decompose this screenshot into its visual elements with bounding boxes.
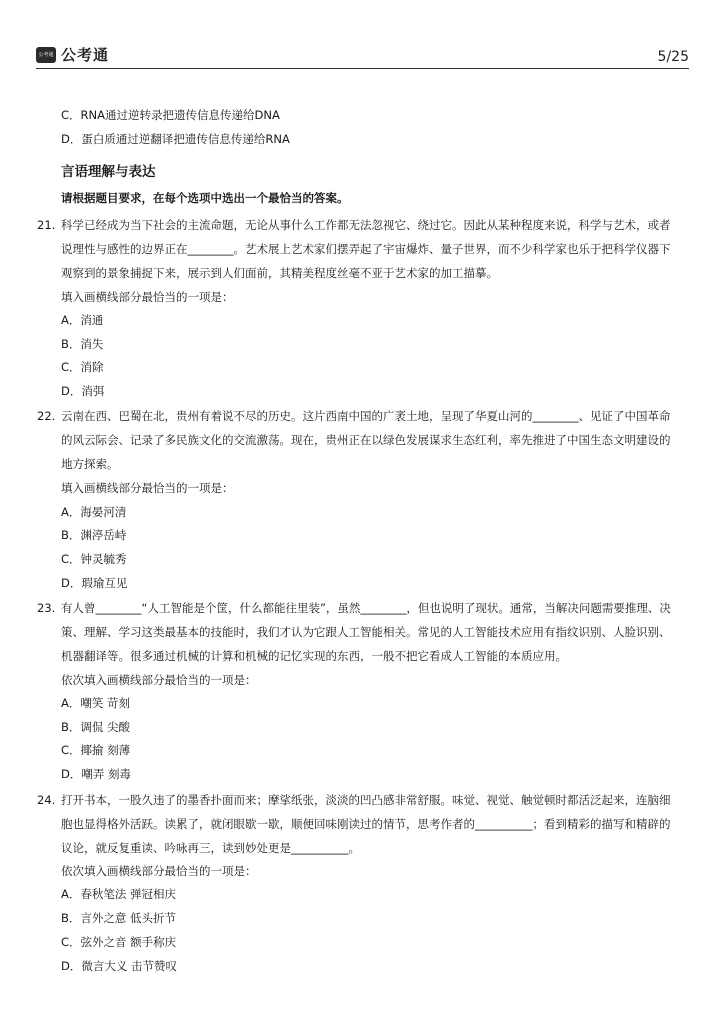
option-c: C．RNA通过逆转录把遗传信息传递给DNA xyxy=(61,108,280,122)
option-b: B．言外之意 低头折节 xyxy=(61,911,177,925)
section-title: 言语理解与表达 xyxy=(61,164,156,180)
option-c: C．揶揄 刻薄 xyxy=(61,743,131,757)
question-number: 21. xyxy=(37,218,56,232)
option-b: B．消失 xyxy=(61,337,104,351)
question-text: 策、理解、学习这类最基本的技能时，我们才认为它跟人工智能相关。常见的人工智能技术应用有指纹识别、人脸识别、 xyxy=(61,625,671,639)
question-number: 23. xyxy=(37,601,56,615)
option-a: A．消通 xyxy=(61,313,104,327)
option-c: C．弦外之音 额手称庆 xyxy=(61,935,177,949)
option-d: D．蛋白质通过逆翻译把遗传信息传递给RNA xyxy=(61,132,290,146)
header-divider xyxy=(36,68,689,69)
option-a: A．嘲笑 苛刻 xyxy=(61,696,131,710)
option-d: D．瑕瑜互见 xyxy=(61,576,128,590)
question-number: 22. xyxy=(37,409,56,423)
option-d: D．微言大义 击节赞叹 xyxy=(61,959,178,973)
question-text: 科学已经成为当下社会的主流命题，无论从事什么工作都无法忽视它、绕过它。因此从某种程度来说，科学与艺术，或者 xyxy=(61,218,671,232)
question-text: 机器翻译等。很多通过机械的计算和机械的记忆实现的东西，一般不把它看成人工智能的本质应用。 xyxy=(61,649,567,663)
option-d: D．消弭 xyxy=(61,384,105,398)
question-text: 观察到的景象捕捉下来，展示到人们面前，其精美程度丝毫不亚于艺术家的加工描摹。 xyxy=(61,266,498,280)
question-text: 云南在西、巴蜀在北，贵州有着说不尽的历史。这片西南中国的广袤土地，呈现了华夏山河的________、见证了中国革命 xyxy=(61,409,671,423)
logo-mark-icon: 公考通 xyxy=(36,47,56,63)
question-text: 地方探索。 xyxy=(61,457,119,471)
brand-name: 公考通 xyxy=(61,46,110,64)
option-b: B．调侃 尖酸 xyxy=(61,720,131,734)
question-text: 有人曾________“人工智能是个筐，什么都能往里装”，虽然________，但也说明了现状。通常，当解决问题需要推理、决 xyxy=(61,601,671,615)
option-c: C．消除 xyxy=(61,360,104,374)
option-d: D．嘲弄 刻毒 xyxy=(61,767,132,781)
question-number: 24. xyxy=(37,793,56,807)
question-text: 胞也显得格外活跃。读累了，就闭眼歇一歇，顺便回味刚读过的情节，思考作者的__________；看到精彩的描写和精辟的 xyxy=(61,817,671,831)
question-text: 打开书本，一股久违了的墨香扑面而来；摩挲纸张，淡淡的凹凸感非常舒服。味觉、视觉、触觉顿时都活泛起来，连脑细 xyxy=(61,793,671,807)
option-c: C．钟灵毓秀 xyxy=(61,552,127,566)
option-b: B．渊渟岳峙 xyxy=(61,528,127,542)
question-text: 的风云际会、记录了多民族文化的交流激荡。现在，贵州正在以绿色发展谋求生态红利，率先推进了中国生态文明建设的 xyxy=(61,433,671,447)
option-a: A．春秋笔法 弹冠相庆 xyxy=(61,887,177,901)
question-prompt: 填入画横线部分最恰当的一项是： xyxy=(61,481,234,495)
page-number: 5/25 xyxy=(657,49,689,65)
question-prompt: 填入画横线部分最恰当的一项是： xyxy=(61,290,234,304)
question-text: 议论，就反复重读、吟咏再三，读到妙处更是__________。 xyxy=(61,841,360,855)
question-prompt: 依次填入画横线部分最恰当的一项是： xyxy=(61,673,257,687)
brand-logo xyxy=(36,44,109,65)
question-text: 说理性与感性的边界正在________。艺术展上艺术家们摆弄起了宇宙爆炸、量子世界，而不少科学家也乐于把科学仪器下 xyxy=(61,242,671,256)
option-a: A．海晏河清 xyxy=(61,505,127,519)
section-instruction: 请根据题目要求，在每个选项中选出一个最恰当的答案。 xyxy=(61,191,349,205)
page-header xyxy=(36,44,689,68)
question-prompt: 依次填入画横线部分最恰当的一项是： xyxy=(61,864,257,878)
